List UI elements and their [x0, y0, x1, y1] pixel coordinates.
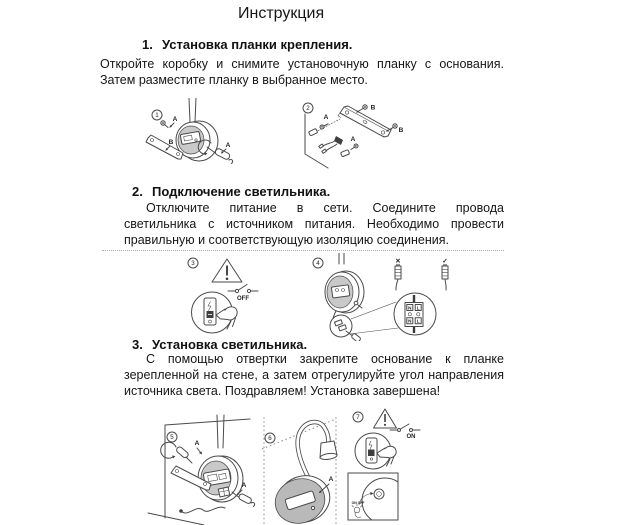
section-3-body [124, 351, 504, 399]
lamp-pole [217, 415, 224, 448]
label-a: A [323, 114, 329, 121]
section-2-heading [132, 184, 330, 199]
wrong-connection-icon [395, 258, 401, 290]
body-line: Отключите питание в сети. Соедините провода [146, 201, 504, 215]
warning-triangle-icon [212, 259, 242, 282]
body-line: зерепленной на стене, а затем отрегулируйте угол направления [124, 368, 504, 382]
wrong-mark: ✕ [395, 258, 401, 265]
screw-b-top-icon [356, 105, 367, 113]
power-button [374, 489, 384, 499]
step-6-badge [265, 433, 275, 443]
terminal-detail-circle [394, 293, 436, 335]
arrow-a-icon [169, 123, 174, 128]
label-a: A [172, 116, 178, 123]
body-line: Затем разместите планку в выбранное место. [100, 73, 368, 87]
step-number: 3 [191, 260, 195, 268]
arrow-a-icon [197, 448, 202, 455]
figure-1-remove-mounting-plate [112, 98, 242, 183]
step-4-badge [313, 258, 323, 268]
step-number: 7 [356, 414, 360, 422]
figure-2-fix-plate-to-wall [295, 98, 410, 183]
power-cord [179, 507, 225, 513]
section-2-number: 2. [132, 184, 143, 199]
section-3-number: 3. [132, 337, 143, 352]
figure-4-wiring-detail [312, 253, 462, 341]
figure-3-power-off [175, 253, 285, 341]
section-2-title: Подключение светильника. [152, 184, 331, 199]
screw-a-icon [161, 121, 168, 128]
screw-anchor-a-bottom-icon [341, 144, 358, 157]
lamp-pole [339, 253, 344, 264]
label-b: B [168, 139, 174, 146]
label-a2: A [350, 136, 356, 143]
figure-5-fix-base [140, 405, 265, 525]
off-label: OFF [237, 296, 249, 302]
lamp-base [325, 271, 364, 313]
mounting-bar [338, 106, 393, 137]
step-number: 5 [170, 434, 174, 442]
body-line: Откройте коробку и снимите установочную планку с основания. [100, 57, 504, 71]
step-number: 4 [316, 260, 320, 268]
body-line: светильника с источником питания. Необходимо провести [124, 217, 504, 231]
step-number: 6 [268, 435, 272, 443]
terminal-l-label: L [416, 305, 420, 311]
warning-triangle-icon [374, 409, 397, 428]
press-finger-icon [352, 504, 362, 518]
section-2-body [124, 200, 504, 248]
connector-detail-circle [330, 315, 361, 341]
section-1-title: Установка планки крепления. [162, 37, 353, 52]
section-1-heading [142, 37, 352, 52]
step-2-badge [303, 103, 313, 113]
wall-corner-lines [305, 114, 328, 168]
wire-connector-icon [319, 136, 343, 153]
base-button-box [348, 473, 408, 524]
figure-7-power-on [345, 405, 445, 525]
terminal-block [218, 487, 229, 497]
label-a2: A [241, 482, 247, 489]
label-a: A [328, 476, 334, 483]
onoff-label: ON OFF [351, 501, 365, 505]
step-7-badge [353, 412, 363, 422]
step-number: 1 [155, 112, 159, 120]
figure-6-assembled-lamp [258, 413, 340, 525]
section-3-heading [132, 337, 307, 352]
step-1-badge [152, 110, 162, 120]
body-line: правильную и соответствующую изоляцию соединения. [124, 233, 449, 247]
lamp-base-outline [362, 478, 408, 524]
label-a: A [194, 440, 200, 447]
section-1-body [100, 56, 504, 88]
on-label: ON [406, 434, 416, 440]
right-mark: ✓ [442, 258, 448, 265]
section-3-title: Установка светильника. [152, 337, 308, 352]
section-1-number: 1. [142, 37, 153, 52]
page-title: Инструкция [238, 5, 325, 22]
terminal-n-label: N [408, 305, 412, 311]
power-off-detail-circle [192, 292, 238, 333]
step-3-badge [188, 258, 198, 268]
right-connection-icon [442, 258, 448, 290]
dotted-divider [102, 250, 504, 251]
lamp-base [269, 469, 335, 525]
terminal-l2-label: L [416, 318, 420, 324]
step-number: 2 [306, 105, 310, 113]
lamp-pole [189, 98, 196, 122]
body-line: С помощью отвертки закрепите основание к планке [146, 352, 504, 366]
switch-off-icon [228, 285, 258, 293]
label-b: B [370, 104, 376, 112]
screwdriver-icon-right [232, 492, 255, 507]
screw-anchor-a-left-icon [309, 119, 340, 136]
lamp-head [320, 441, 338, 460]
label-b2: B [398, 127, 404, 134]
power-on-detail-circle [355, 433, 396, 469]
step-5-badge [167, 432, 177, 442]
terminal-n2-label: N [408, 318, 412, 324]
body-line: источника света. Поздравляем! Установка завершена! [124, 384, 441, 398]
label-a2: A [225, 142, 231, 149]
